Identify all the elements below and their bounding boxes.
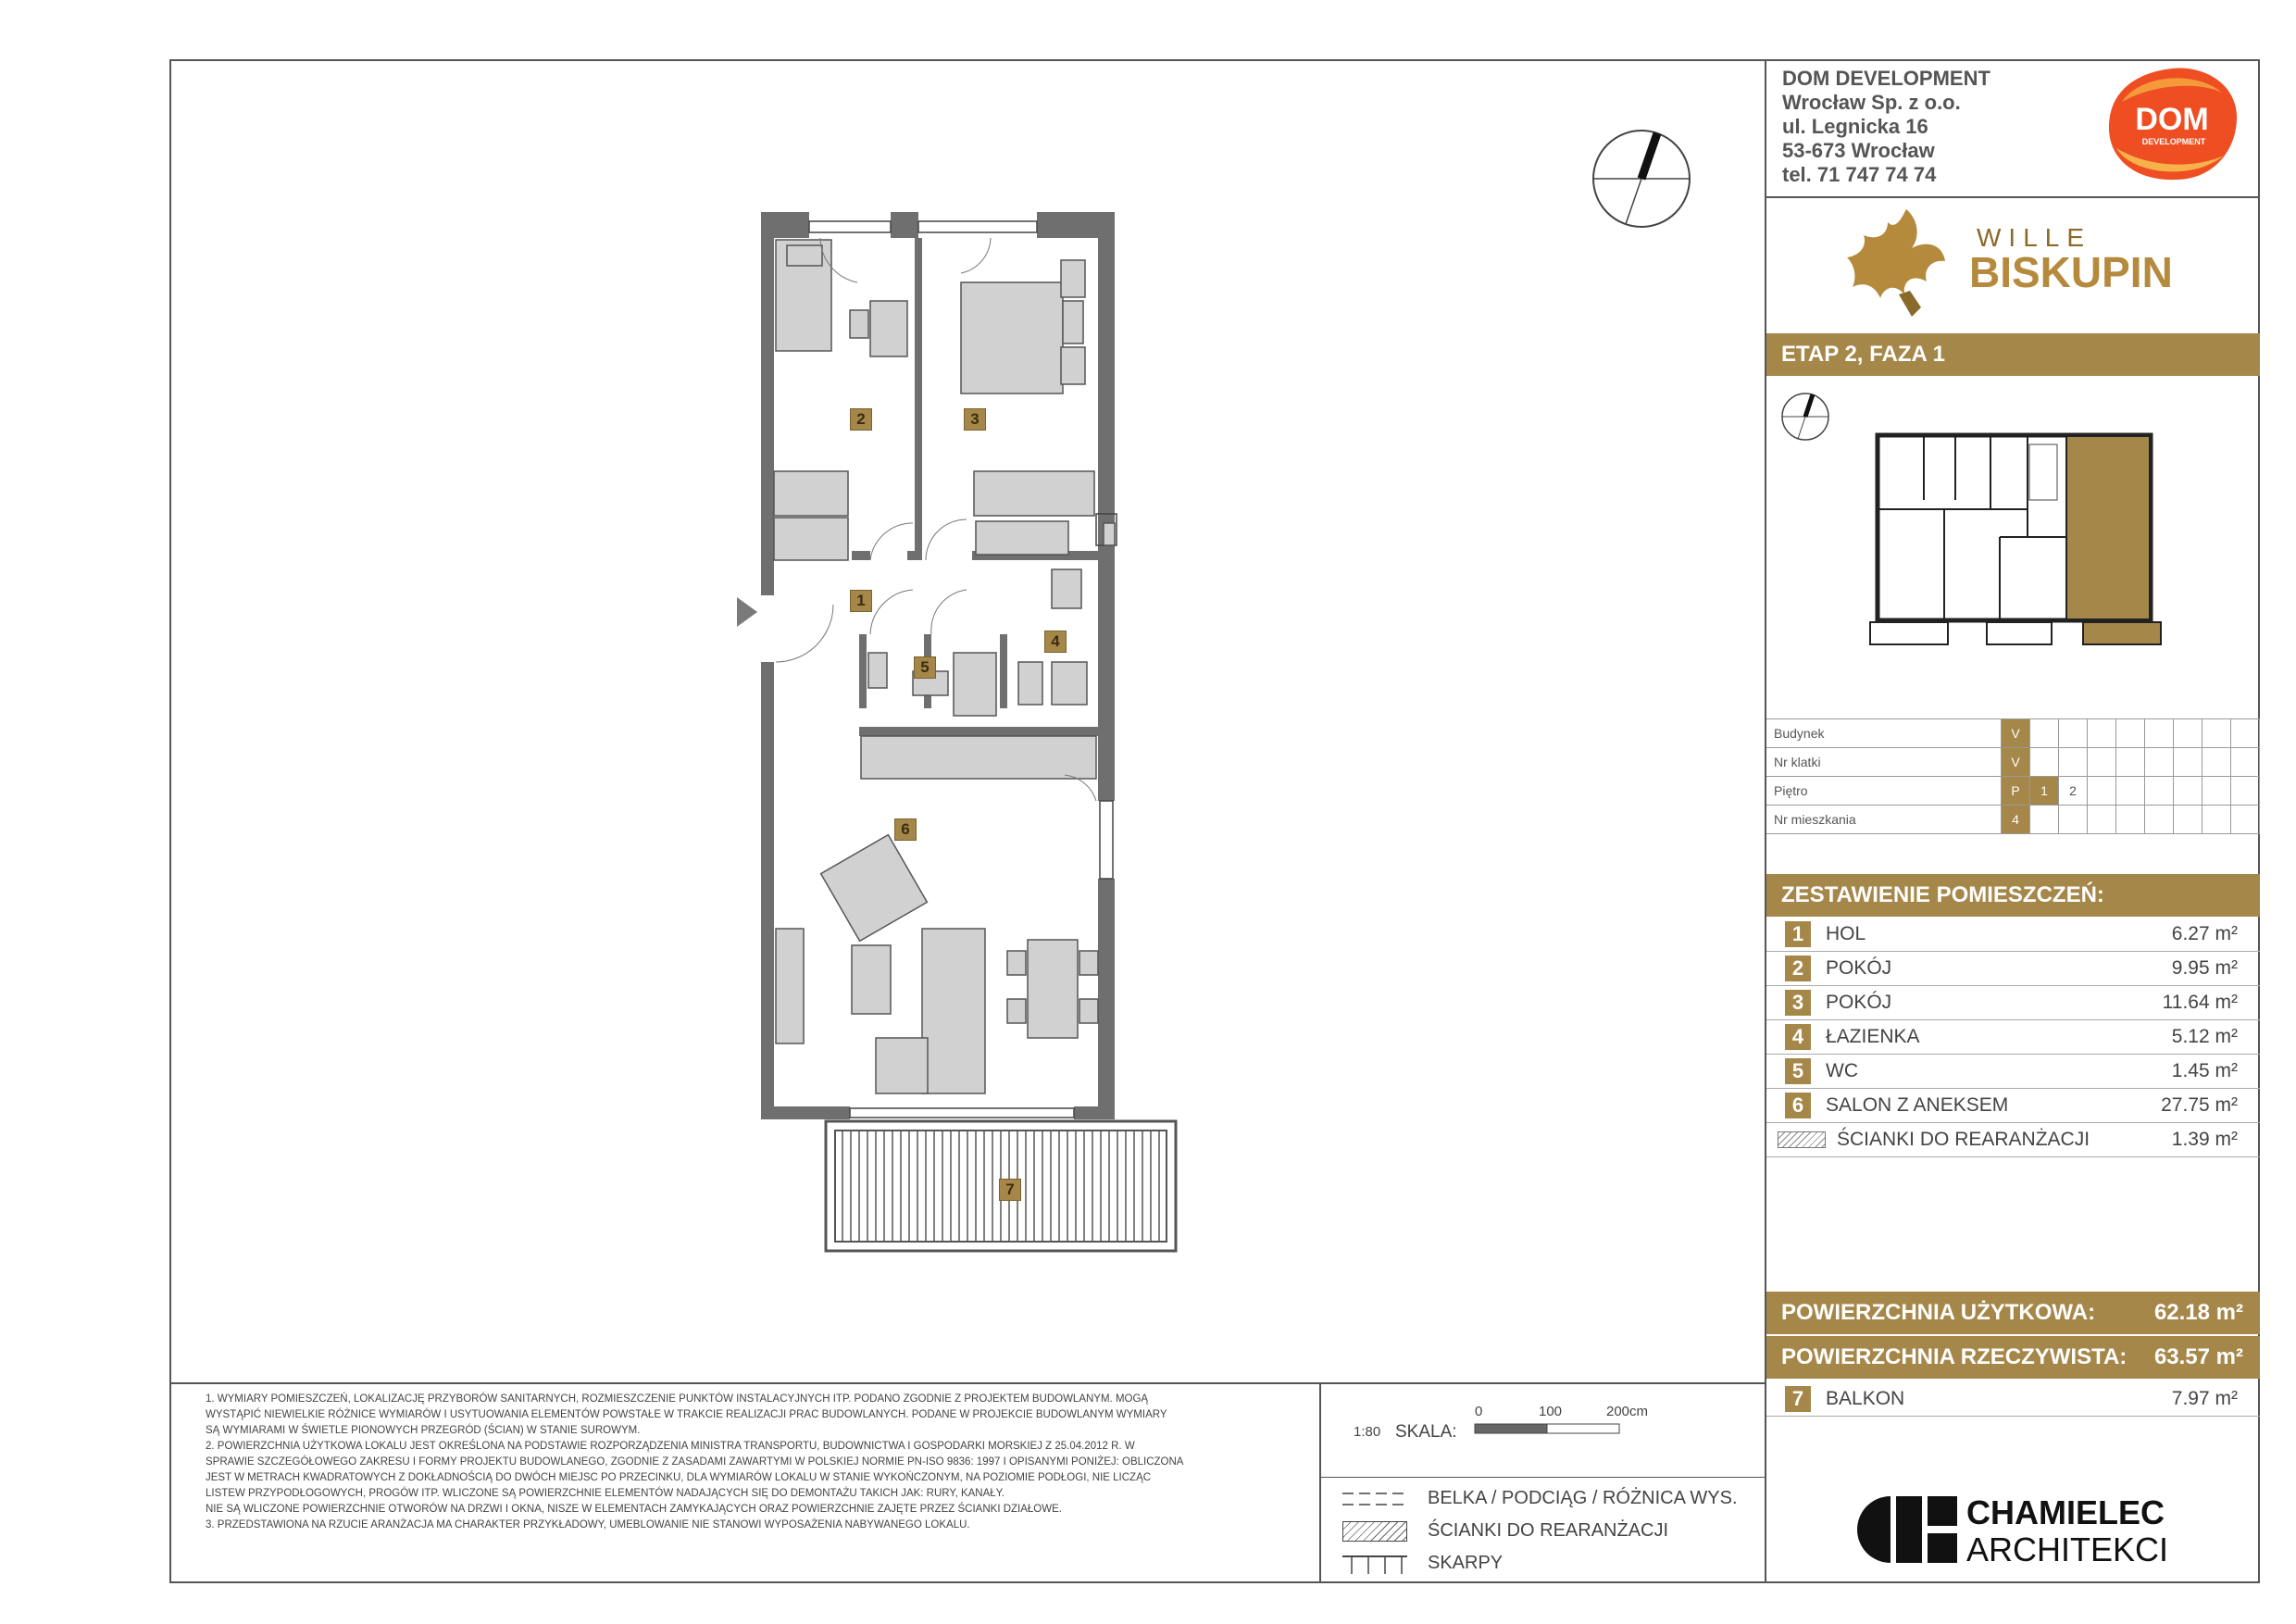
room-number: 6 bbox=[1785, 1093, 1811, 1118]
compass-small-icon bbox=[1779, 391, 1831, 443]
location-cell: 4 bbox=[2002, 806, 2030, 834]
location-cell bbox=[2145, 748, 2174, 777]
company-address bbox=[1782, 67, 1990, 187]
location-label: Budynek bbox=[1766, 719, 2002, 748]
location-cell bbox=[2088, 806, 2116, 834]
skarpy-icon bbox=[1342, 1554, 1407, 1574]
furniture bbox=[774, 240, 1115, 1093]
note-line: LISTEW PRZYPODŁOGOWYCH, PROGÓW ITP. WLICZONE SĄ POWIERZCHNIE ELEMENTÓW NADAJĄCYCH SIĘ DO DEMONTAŻU TAKICH JAK: RURY, KANAŁY. bbox=[206, 1488, 1005, 1499]
plan-tag-room-7: 7 bbox=[999, 1179, 1021, 1201]
location-cell bbox=[2116, 748, 2145, 777]
dom-logo-word: DOM bbox=[2135, 102, 2209, 137]
location-cell bbox=[2059, 806, 2088, 834]
note-line: SĄ WYMIARAMI W ŚWIETLE PIONOWYCH PRZEGRÓD (ŚCIAN) W STANIE SUROWYM. bbox=[206, 1425, 641, 1436]
room-area: 27.75 m² bbox=[2161, 1093, 2238, 1116]
location-cell bbox=[2145, 719, 2174, 748]
location-row bbox=[1766, 748, 2260, 777]
location-row bbox=[1766, 777, 2260, 806]
rooms-header-bar bbox=[1766, 874, 2260, 917]
room-row bbox=[1766, 917, 2260, 952]
room-number: 2 bbox=[1785, 956, 1811, 981]
note-line: SPRAWIE SZCZEGÓŁOWEGO ZAKRESU I FORMY PROJEKTU BUDOWLANEGO, ZGODNIE Z ZASADAMI ZAWARTYMI W POLSKIEJ NORMIE PN-ISO 9836: 1997 I OPISANYMI PONIŻEJ: OBLICZONA bbox=[206, 1456, 1184, 1468]
note-line: JEST W METRACH KWADRATOWYCH Z DOKŁADNOŚCIĄ DO DWÓCH MIEJSC PO PRZECINKU, DLA WYMIARÓW LOKALU W STANIE WYKOŃCZONYM, NA POZIOMIE PODŁOGI, NIE LICZĄC bbox=[206, 1472, 1152, 1483]
location-label: Nr mieszkania bbox=[1766, 806, 2002, 834]
usable-area-bar bbox=[1766, 1292, 2260, 1334]
company-street: ul. Legnicka 16 bbox=[1782, 115, 1928, 138]
location-cell bbox=[2202, 719, 2231, 748]
building-key-plan bbox=[1852, 426, 2171, 667]
scale-tick-100: 100 bbox=[1539, 1404, 1563, 1419]
room-area: 11.64 m² bbox=[2162, 991, 2238, 1013]
location-cell bbox=[2088, 748, 2116, 777]
usable-area-value: 62.18 m² bbox=[2153, 1300, 2243, 1325]
room-row bbox=[1766, 1088, 2260, 1123]
location-row bbox=[1766, 806, 2260, 834]
brand-big: BISKUPIN bbox=[1969, 248, 2173, 296]
location-cell bbox=[2116, 806, 2145, 834]
note-line: WYSTĄPIĆ NIEWIELKIE RÓŻNICE WYMIARÓW I USYTUOWANIA ELEMENTÓW POWSTAŁE W TRAKCIE REALIZACJI PRAC BUDOWLANYCH. PODANE W PROJEKCIE BUDOWLANYM WYMIARY bbox=[206, 1409, 1167, 1420]
location-label: Nr klatki bbox=[1766, 748, 2002, 777]
balcony-number: 7 bbox=[1785, 1386, 1811, 1412]
location-cell bbox=[2231, 777, 2260, 806]
location-cell bbox=[2174, 806, 2202, 834]
brand-small: WILLE bbox=[1977, 223, 2092, 252]
actual-area-value: 63.57 m² bbox=[2153, 1344, 2243, 1369]
room-name: WC bbox=[1826, 1059, 1858, 1081]
location-cell bbox=[2116, 777, 2145, 806]
room-number: 5 bbox=[1785, 1058, 1811, 1084]
location-cell: P bbox=[2002, 777, 2030, 806]
location-cell bbox=[2145, 806, 2174, 834]
legend-divider bbox=[1319, 1382, 1321, 1583]
location-cell bbox=[2202, 806, 2231, 834]
location-cell bbox=[2030, 719, 2059, 748]
legend-hatch-label: ŚCIANKI DO REARANŻACJI bbox=[1428, 1520, 1669, 1541]
note-line: 3. PRZEDSTAWIONA NA RZUCIE ARANŻACJA MA CHARAKTER PRZYKŁADOWY, UMEBLOWANIE NIE STANOWI WYPOSAŻENIA NABYWANEGO LOKALU. bbox=[206, 1519, 970, 1530]
usable-area-label: POWIERZCHNIA UŻYTKOWA: bbox=[1781, 1300, 2096, 1325]
oak-leaf-icon bbox=[1847, 209, 1945, 317]
company-city: 53-673 Wrocław bbox=[1782, 139, 1935, 162]
balcony-name: BALKON bbox=[1826, 1387, 1905, 1409]
legal-notes bbox=[206, 1392, 1298, 1533]
room-row bbox=[1766, 1054, 2260, 1089]
room-name: POKÓJ bbox=[1826, 956, 1892, 979]
legend-dashed-label: BELKA / PODCIĄG / RÓŻNICA WYS. bbox=[1428, 1488, 1738, 1508]
dom-development-logo bbox=[2103, 65, 2240, 183]
location-table bbox=[1766, 718, 2260, 834]
partition-area: 1.39 m² bbox=[2171, 1128, 2238, 1150]
room-area: 9.95 m² bbox=[2171, 956, 2238, 979]
location-cell bbox=[2059, 748, 2088, 777]
dom-logo-subword: DEVELOPMENT bbox=[2141, 137, 2206, 146]
location-cell bbox=[2116, 719, 2145, 748]
scale-tick-200: 200cm bbox=[1606, 1404, 1649, 1419]
partition-name: ŚCIANKI DO REARANŻACJI bbox=[1837, 1128, 2090, 1150]
company-name: DOM DEVELOPMENT bbox=[1782, 67, 1990, 90]
location-cell: 1 bbox=[2030, 777, 2059, 806]
plan-tag-room-1: 1 bbox=[850, 590, 872, 612]
room-number: 3 bbox=[1785, 990, 1811, 1016]
company-phone: tel. 71 747 74 74 bbox=[1782, 163, 1937, 186]
location-cell: V bbox=[2002, 748, 2030, 777]
location-cell bbox=[2174, 748, 2202, 777]
stage-label: ETAP 2, FAZA 1 bbox=[1781, 342, 1945, 367]
note-line: 2. POWIERZCHNIA UŻYTKOWA LOKALU JEST OKREŚLONA NA PODSTAWIE ROZPORZĄDZENIA MINISTRA TRANSPORTU, BUDOWNICTWA I GOSPODARKI MORSKIEJ Z 25.04.2012 R. W bbox=[206, 1441, 1135, 1452]
room-row bbox=[1766, 985, 2260, 1020]
actual-area-bar bbox=[1766, 1336, 2260, 1379]
stage-bar bbox=[1766, 333, 2260, 376]
location-cell: 2 bbox=[2059, 777, 2088, 806]
plan-tag-room-2: 2 bbox=[850, 408, 872, 431]
scale-tick-0: 0 bbox=[1475, 1404, 1483, 1419]
plan-tag-room-5: 5 bbox=[914, 656, 936, 679]
dashed-line-icon bbox=[1342, 1489, 1407, 1509]
note-line: 1. WYMIARY POMIESZCZEŃ, LOKALIZACJĘ PRZYBORÓW SANITARNYCH, ROZMIESZCZENIE PUNKTÓW INSTALACYJNYCH ITP. PODANO ZGODNIE Z PROJEKTEM BUDOWLANYM. MOGĄ bbox=[206, 1393, 1149, 1405]
partition-row bbox=[1766, 1122, 2260, 1157]
scale-divider bbox=[1319, 1477, 1766, 1478]
location-cell bbox=[2174, 777, 2202, 806]
room-name: POKÓJ bbox=[1826, 991, 1892, 1013]
legend-hatch bbox=[1342, 1520, 1668, 1542]
plan-tag-room-4: 4 bbox=[1044, 631, 1067, 653]
location-label: Piętro bbox=[1766, 777, 2002, 806]
location-cell: V bbox=[2002, 719, 2030, 748]
plan-tag-room-6: 6 bbox=[894, 818, 917, 841]
actual-area-label: POWIERZCHNIA RZECZYWISTA: bbox=[1781, 1344, 2128, 1369]
hatch-icon bbox=[1342, 1521, 1407, 1542]
room-number: 1 bbox=[1785, 921, 1811, 947]
room-name: ŁAZIENKA bbox=[1826, 1025, 1920, 1047]
wille-biskupin-logo bbox=[1847, 202, 2199, 322]
balcony-area: 7.97 m² bbox=[2171, 1387, 2238, 1409]
location-cell bbox=[2231, 719, 2260, 748]
location-cell bbox=[2202, 748, 2231, 777]
legend-dashed bbox=[1342, 1488, 1738, 1509]
location-cell bbox=[2059, 719, 2088, 748]
compass-north-icon bbox=[1591, 128, 1692, 230]
architect-line2: ARCHITEKCI bbox=[1966, 1530, 2169, 1565]
note-line: NIE SĄ WLICZONE POWIERZCHNIE OTWORÓW NA DRZWI I OKNA, NISZE W ELEMENTACH ZAMYKAJĄCYCH ORAZ POWIERZCHNIE ZAJĘTE PRZEZ ŚCIANKI DZIAŁOWE. bbox=[206, 1504, 1062, 1515]
highlighted-apartment bbox=[2066, 437, 2149, 618]
location-cell bbox=[2202, 777, 2231, 806]
location-cell bbox=[2088, 777, 2116, 806]
notes-divider bbox=[169, 1382, 1766, 1384]
scale-bar bbox=[1474, 1422, 1622, 1435]
room-area: 6.27 m² bbox=[2171, 922, 2238, 944]
room-area: 5.12 m² bbox=[2171, 1025, 2238, 1047]
architect-line1: CHAMIELEC bbox=[1966, 1493, 2165, 1531]
legend-skarpy bbox=[1342, 1553, 1503, 1574]
room-row bbox=[1766, 1019, 2260, 1055]
plan-tag-room-3: 3 bbox=[964, 408, 986, 431]
room-name: HOL bbox=[1826, 922, 1866, 944]
location-cell bbox=[2231, 806, 2260, 834]
room-number: 4 bbox=[1785, 1024, 1811, 1050]
company-line2: Wrocław Sp. z o.o. bbox=[1782, 91, 1961, 114]
scale-ratio: 1:80 bbox=[1354, 1424, 1381, 1440]
location-row bbox=[1766, 719, 2260, 748]
room-row bbox=[1766, 951, 2260, 986]
room-area: 1.45 m² bbox=[2171, 1059, 2238, 1081]
chamielec-logo bbox=[1852, 1493, 2185, 1565]
rooms-header: ZESTAWIENIE POMIESZCZEŃ: bbox=[1781, 882, 2104, 907]
apartment-floor-plan bbox=[731, 208, 1250, 1282]
company-divider bbox=[1766, 196, 2260, 198]
location-cell bbox=[2174, 719, 2202, 748]
room-name: SALON Z ANEKSEM bbox=[1826, 1093, 2009, 1116]
location-cell bbox=[2030, 806, 2059, 834]
location-cell bbox=[2030, 748, 2059, 777]
location-cell bbox=[2088, 719, 2116, 748]
scale-label: SKALA: bbox=[1395, 1422, 1457, 1442]
location-cell bbox=[2145, 777, 2174, 806]
location-cell bbox=[2231, 748, 2260, 777]
balcony-row bbox=[1766, 1381, 2260, 1417]
hatch-icon bbox=[1778, 1131, 1826, 1148]
legend-skarpy-label: SKARPY bbox=[1428, 1553, 1504, 1573]
